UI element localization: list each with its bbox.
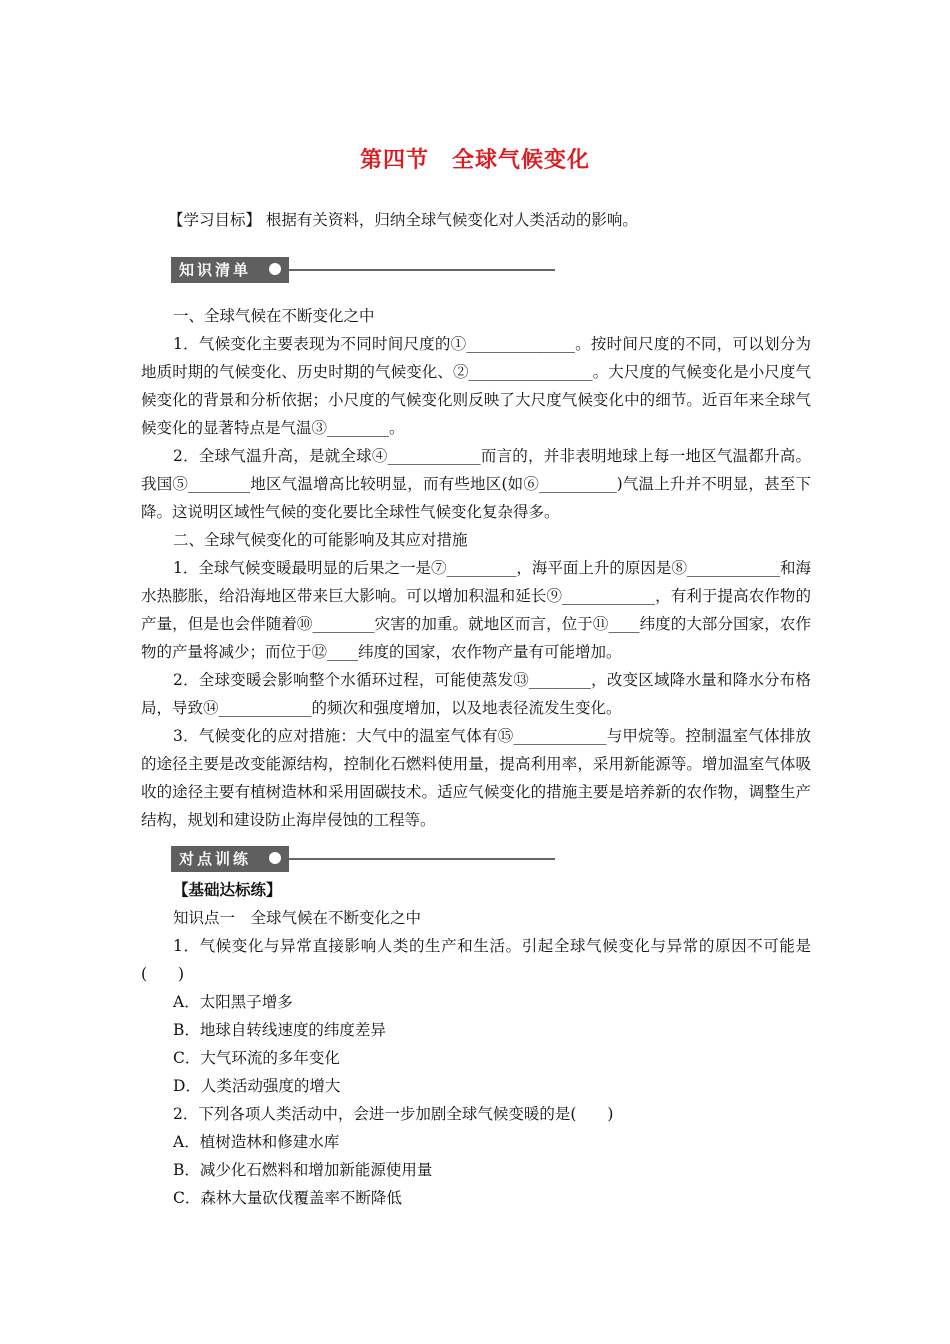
paragraph-3: 1．全球气候变暖最明显的后果之一是⑦_________，海平面上升的原因是⑧____________和海水热膨胀，给沿海地区带来巨大影响。可以增加积温和延长⑨____________，有利于提高农作物的产量，但是也会伴随着⑩________灾害的加重。就地区而言，位于⑪____纬度的大部分国家，农作物的产量将减少；而位于⑫____纬度的国家，农作物产量有可能增加。 [141, 559, 811, 661]
learning-objective: 【学习目标】 根据有关资料，归纳全球气候变化对人类活动的影响。 [168, 211, 638, 229]
page-title: 第四节 全球气候变化 [359, 148, 590, 173]
q2-option-c[interactable]: C．森林大量砍伐覆盖率不断降低 [173, 1189, 402, 1207]
banner-rule [289, 269, 555, 271]
q1-option-a[interactable]: A．太阳黑子增多 [173, 993, 293, 1011]
q1-option-c[interactable]: C．大气环流的多年变化 [173, 1049, 340, 1067]
level-label: 【基础达标练】 [173, 880, 282, 899]
section-banner-knowledge [171, 257, 555, 283]
knowledge-list [141, 302, 811, 834]
heading-climate-change: 一、全球气候在不断变化之中 [173, 307, 375, 325]
question-1: 1．气候变化与异常直接影响人类的生产和生活。引起全球气候变化与异常的原因不可能是( ) [141, 937, 811, 983]
q1-option-d[interactable]: D．人类活动强度的增大 [173, 1077, 341, 1095]
paragraph-5: 3．气候变化的应对措施：大气中的温室气体有⑮____________与甲烷等。控制温室气体排放的途径主要是改变能源结构，控制化石燃料使用量，提高利用率，采用新能源等。增加温室气体吸收的途径主要有植树造林和采用固碳技术。适应气候变化的措施主要是培养新的农作物，调整生产结构，规划和建设防止海岸侵蚀的工程等。 [141, 727, 811, 829]
q2-option-b[interactable]: B．减少化石燃料和增加新能源使用量 [173, 1161, 433, 1179]
knowledge-point-1: 知识点一 全球气候在不断变化之中 [173, 909, 422, 927]
bullet-dot-icon [269, 852, 281, 864]
banner-rule [289, 858, 555, 860]
banner-label: 知识清单 [171, 257, 289, 283]
paragraph-2: 2．全球气温升高，是就全球④____________而言的，并非表明地球上每一地区气温都升高。我国⑤________地区气温增高比较明显，而有些地区(如⑥__________)气温上升并不明显，甚至下降。这说明区域性气候的变化要比全球性气候变化复杂得多。 [141, 447, 811, 521]
heading-impacts-measures: 二、全球气候变化的可能影响及其应对措施 [173, 531, 468, 549]
section-banner-practice [171, 846, 555, 872]
question-2: 2．下列各项人类活动中，会进一步加剧全球气候变暖的是( ) [173, 1105, 614, 1123]
practice-section [141, 876, 811, 1212]
paragraph-1: 1．气候变化主要表现为不同时间尺度的①______________。按时间尺度的不同，可以划分为地质时期的气候变化、历史时期的气候变化、②________________。大尺度的气候变化是小尺度气候变化的背景和分析依据；小尺度的气候变化则反映了大尺度气候变化中的细节。近百年来全球气候变化的显著特点是气温③________。 [141, 335, 811, 437]
q1-option-b[interactable]: B．地球自转线速度的纬度差异 [173, 1021, 386, 1039]
q2-option-a[interactable]: A．植树造林和修建水库 [173, 1133, 340, 1151]
paragraph-4: 2．全球变暖会影响整个水循环过程，可能使蒸发⑬________，改变区域降水量和降水分布格局，导致⑭____________的频次和强度增加，以及地表径流发生变化。 [141, 671, 811, 717]
banner-label: 对点训练 [171, 846, 289, 872]
bullet-dot-icon [269, 263, 281, 275]
